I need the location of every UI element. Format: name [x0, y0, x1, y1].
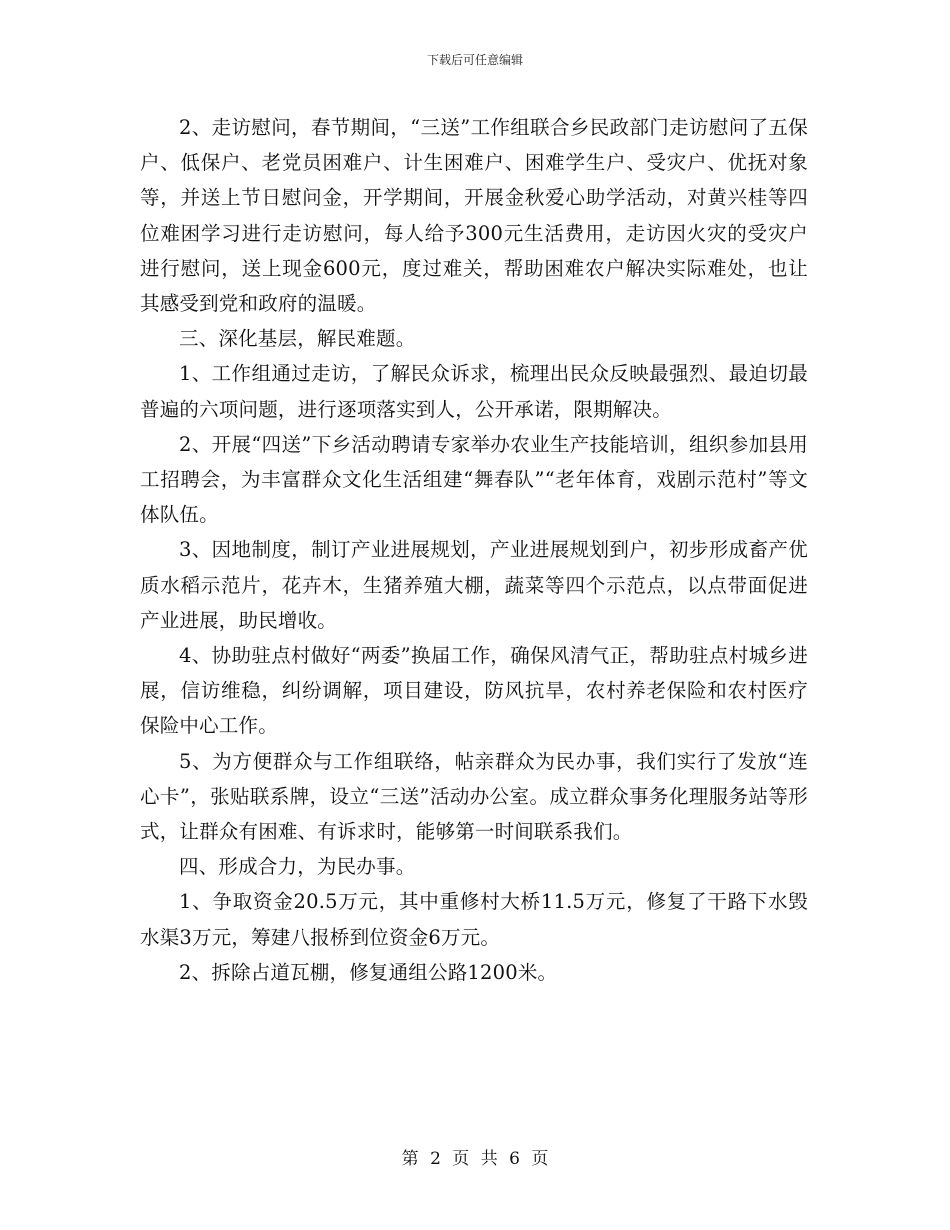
document-body	[140, 110, 808, 990]
paragraph-public-demands: 1、工作组通过走访，了解民众诉求，梳理出民众反映最强烈、最迫切最普遍的六项问题，进行逐项落实到人，公开承诺，限期解决。	[140, 362, 808, 421]
page-header: 下载后可任意编辑	[426, 53, 523, 67]
paragraph-four-sends: 2、开展“四送”下乡活动聘请专家举办农业生产技能培训，组织参加县用工招聘会，为丰富群众文化生活组建“舞春队”“老年体育，戏剧示范村”等文体队伍。	[140, 432, 808, 527]
paragraph-visit-condolence: 2、走访慰问，春节期间，“三送”工作组联合乡民政部门走访慰问了五保户、低保户、老党员困难户、计生困难户、困难学生户、受灾户、优抚对象等，并送上节日慰问金，开学期间，开展金秋爱心助学活动，对黄兴桂等四位难困学习进行走访慰问，每人给予300元生活费用，走访因火灾的受灾户进行慰问，送上现金600元，度过难关，帮助困难农户解决实际难处，也让其感受到党和政府的温暖。	[140, 116, 808, 316]
paragraph-industry-plan: 3、因地制度，制订产业进展规划，产业进展规划到户，初步形成畜产优质水稻示范片，花卉木，生猪养殖大棚，蔬菜等四个示范点，以点带面促进产业进展，助民增收。	[140, 538, 808, 632]
paragraph-contact-card: 5、为方便群众与工作组联络，帖亲群众为民办事，我们实行了发放“连心卡”，张贴联系牌，设立“三送”活动办公室。成立群众事务化理服务站等形式，让群众有困难、有诉求时，能够第一时间联系我们。	[140, 749, 808, 844]
paragraph-road-repair: 2、拆除占道瓦棚，修复通组公路1200米。	[179, 960, 558, 984]
paragraph-funding: 1、争取资金20.5万元，其中重修村大桥11.5万元，修复了干路下水毁水渠3万元，筹建八报桥到位资金6万元。	[140, 890, 808, 949]
paragraph-village-election: 4、协助驻点村做好“两委”换届工作，确保风清气正，帮助驻点村城乡进展，信访维稳，纠纷调解，项目建设，防风抗旱，农村养老保险和农村医疗保险中心工作。	[140, 644, 808, 738]
section-heading-4: 四、形成合力，为民办事。	[179, 855, 416, 879]
page-number: 第 2 页 共 6 页	[401, 1149, 549, 1169]
section-heading-3: 三、深化基层，解民难题。	[179, 327, 416, 351]
